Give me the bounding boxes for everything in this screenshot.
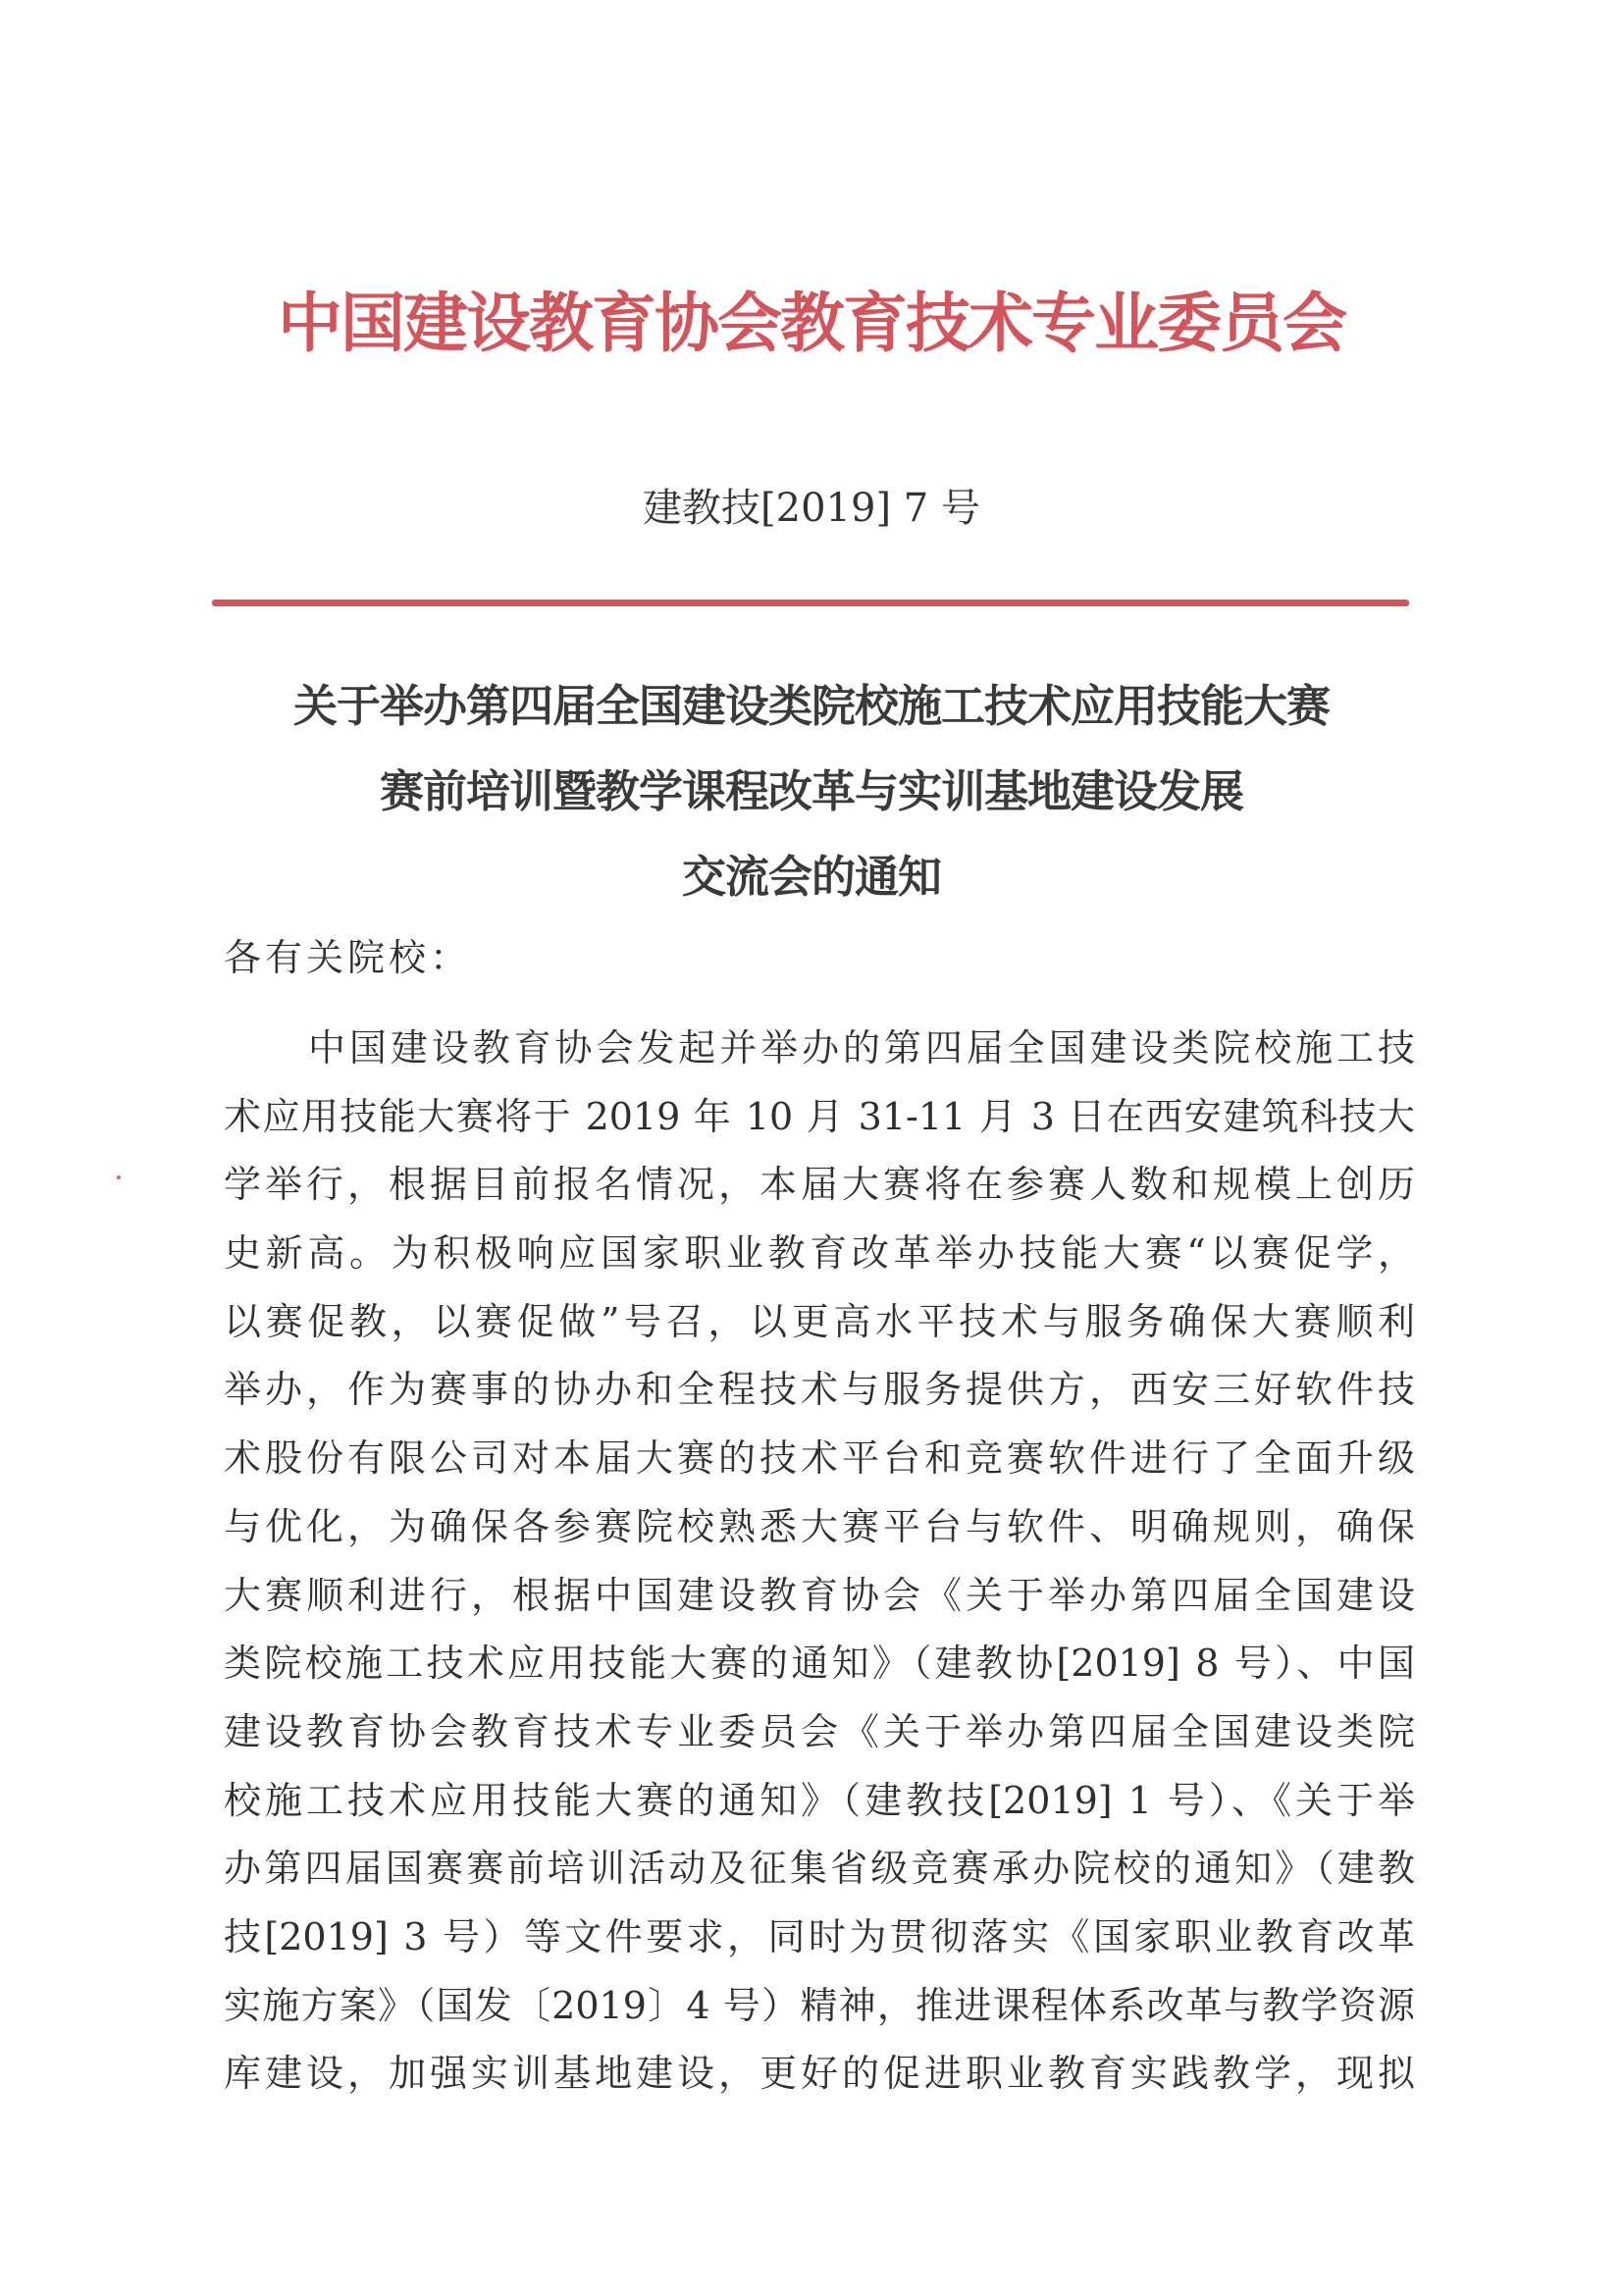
body-line: 中国建设教育协会发起并举办的第四届全国建设类院校施工技 xyxy=(308,1026,1415,1070)
body-line: 建设教育协会教育技术专业委员会《关于举办第四届全国建设类院 xyxy=(224,1709,1415,1753)
body-line: 技[2019] 3 号）等文件要求，同时为贯彻落实《国家职业教育改革 xyxy=(224,1914,1415,1958)
salutation: 各有关院校： xyxy=(224,936,472,979)
title-line: 赛前培训暨教学课程改革与实训基地建设发展 xyxy=(379,765,1243,817)
issuing-organization-header: 中国建设教育协会教育技术专业委员会 xyxy=(278,286,1345,361)
body-line: 举办，作为赛事的协办和全程技术与服务提供方，西安三好软件技 xyxy=(224,1368,1415,1412)
body-line: 校施工技术应用技能大赛的通知》（建教技[2019] 1 号）、《关于举 xyxy=(224,1778,1415,1822)
body-line: 办第四届国赛赛前培训活动及征集省级竞赛承办院校的通知》（建教 xyxy=(224,1847,1415,1891)
title-line: 关于举办第四届全国建设类院校施工技术应用技能大赛 xyxy=(292,680,1330,732)
body-line: 以赛促教，以赛促做”号召，以更高水平技术与服务确保大赛顺利 xyxy=(224,1299,1415,1343)
body-line: 史新高。为积极响应国家职业教育改革举办技能大赛“以赛促学， xyxy=(224,1231,1415,1276)
body-paragraph xyxy=(224,1020,1415,2114)
body-line: 术股份有限公司对本届大赛的技术平台和竞赛软件进行了全面升级 xyxy=(224,1436,1415,1481)
body-line: 学举行，根据目前报名情况，本届大赛将在参赛人数和规模上创历 xyxy=(224,1163,1415,1207)
document-title xyxy=(0,667,1623,923)
body-line: 术应用技能大赛将于 2019 年 10 月 31-11 月 3 日在西安建筑科技大 xyxy=(224,1094,1415,1138)
title-line: 交流会的通知 xyxy=(681,851,941,903)
body-line: 类院校施工技术应用技能大赛的通知》（建教协[2019] 8 号）、中国 xyxy=(224,1642,1415,1686)
body-line: 与优化，为确保各参赛院校熟悉大赛平台与软件、明确规则，确保 xyxy=(224,1504,1415,1548)
body-line: 库建设，加强实训基地建设，更好的促进职业教育实践教学，现拟 xyxy=(224,2052,1415,2096)
body-line: 大赛顺利进行，根据中国建设教育协会《关于举办第四届全国建设 xyxy=(224,1573,1415,1617)
red-divider-rule xyxy=(212,600,1409,606)
scan-speck-mark xyxy=(117,1175,121,1179)
body-line: 实施方案》（国发〔2019〕4 号）精神，推进课程体系改革与教学资源 xyxy=(224,1983,1415,2027)
document-number: 建教技[2019] 7 号 xyxy=(643,486,980,531)
